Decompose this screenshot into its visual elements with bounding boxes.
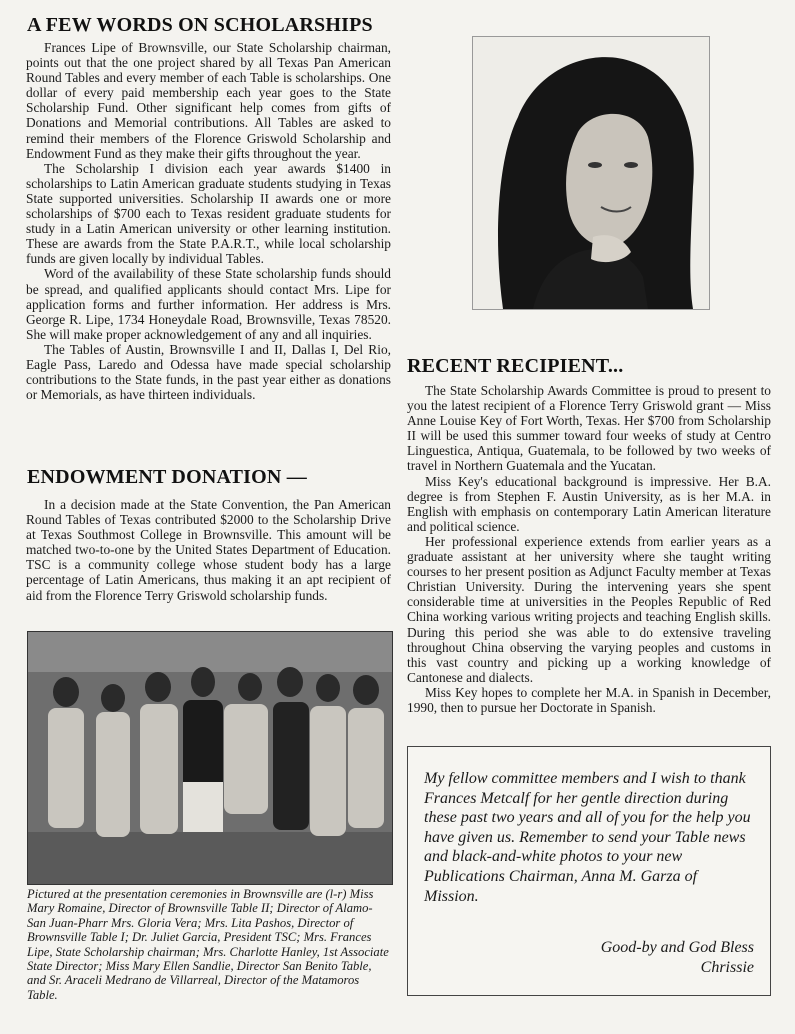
scholarships-paragraph: The Scholarship I division each year awards $1400 in scholarships to Latin American graduate students studying in Texas State supported universities. Scholarship II awards one or more scholarships of $700 each to Texas resident graduate students for study in a Latin American university or other learning institution. These are awards from the State P.A.R.T., while local scholarship funds are given locally by individual Tables. [26,160,391,267]
group-photo [27,631,393,885]
recent-paragraph: Her professional experience extends from earlier years as a graduate assistant at her university where she taught writing courses to her present position as Adjunct Faculty member at Texas Christian University. During the intervening years she spent considerable time at universities in the Peoples Republic of Red China working various writing projects and teaching English skills. During this period she was able to do extensive traveling throughout China observing the varying peoples and customs in this vast country and picking up a working knowledge of Cantonese and dialects. [407,533,771,685]
scholarships-heading: A FEW WORDS ON SCHOLARSHIPS [27,14,373,36]
recipient-portrait-photo [472,36,710,310]
scholarships-paragraph: Frances Lipe of Brownsville, our State Scholarship chairman, points out that the one project shared by all Texas Pan American Round Tables and every member of each Table is scholarships. One dollar of every paid membership each year goes to the State Scholarship Fund. Other significant help comes from gifts of Donations and Memorial contributions. All Tables are asked to remind their members of the Florence Griswold Scholarship and Endowment Fund as they make their gifts throughout the year. [26,40,391,161]
endowment-article [26,497,391,603]
portrait-illustration [473,37,709,309]
thank-you-box [407,746,771,996]
recent-recipient-heading: RECENT RECIPIENT... [407,355,624,377]
scholarships-article [26,40,391,402]
scholarships-paragraph: The Tables of Austin, Brownsville I and II, Dallas I, Del Rio, Eagle Pass, Laredo and Odessa have made special scholarship contributions to the State funds, in the past year either as donations or Memorials, as have thirteen individuals. [26,341,391,403]
endowment-heading: ENDOWMENT DONATION — [27,466,307,488]
signature: Chrissie [700,959,754,976]
signoff-line: Good-by and God Bless [600,939,754,956]
photo-caption: Pictured at the presentation ceremonies in Brownsville are (l-r) Miss Mary Romaine, Director of Brownsville Table II; Director of Alamo-San Juan-Pharr Mrs. Gloria Vera; Mrs. Lita Pashos, Director of Brownsville Table I; Dr. Juliet Garcia, President TSC; Mrs. Frances Lipe, State Scholarship chairman; Mrs. Charlotte Hanley, 1st Associate State Director; Miss Mary Ellen Sandlie, Director San Benito Table, and Sr. Araceli Medrano de Villarreal, Director of the Matamoros Table. [27,887,389,1002]
endowment-paragraph: In a decision made at the State Convention, the Pan American Round Tables of Texas contributed $2000 to the Scholarship Drive at Texas Southmost College in Brownsville. This amount will be matched two-to-one by the United States Department of Education. TSC is a community college whose student body has a large percentage of Latin Americans, thus making it an apt recipient of aid from the Florence Terry Griswold scholarship funds. [26,497,391,603]
group-photo-illustration [28,632,392,884]
recent-paragraph: The State Scholarship Awards Committee is proud to present to you the latest recipient of a Florence Terry Griswold grant — Miss Anne Louise Key of Fort Worth, Texas. Her $700 from Scholarship II will be used this summer toward four weeks of study at Centro Linguestica, Antiqua, Guatemala, to be followed by two weeks of travel in Northern Guatemala and the Yucatan. [407,383,771,474]
recent-recipient-article [407,383,771,715]
scholarships-paragraph: Word of the availability of these State scholarship funds should be spread, and qualified applicants should contact Mrs. Lipe for application forms and further information. Her address is Mrs. George R. Lipe, 1734 Honeydale Road, Brownsville, Texas 78520. She will make proper acknowledgement of any and all inquiries. [26,266,391,342]
recent-paragraph: Miss Key hopes to complete her M.A. in Spanish in December, 1990, then to pursue her Doctorate in Spanish. [407,684,771,715]
recent-paragraph: Miss Key's educational background is impressive. Her B.A. degree is from Stephen F. Austin University, as is her M.A. in English with emphasis on contemporary Latin American literature and political science. [407,473,771,534]
thank-you-message: My fellow committee members and I wish to thank Frances Metcalf for her gentle direction during these past two years and all of you for the help you have given us. Remember to send your Table news and black-and-white photos to your new Publications Chairman, Anna M. Garza of Mission. [424,770,751,905]
